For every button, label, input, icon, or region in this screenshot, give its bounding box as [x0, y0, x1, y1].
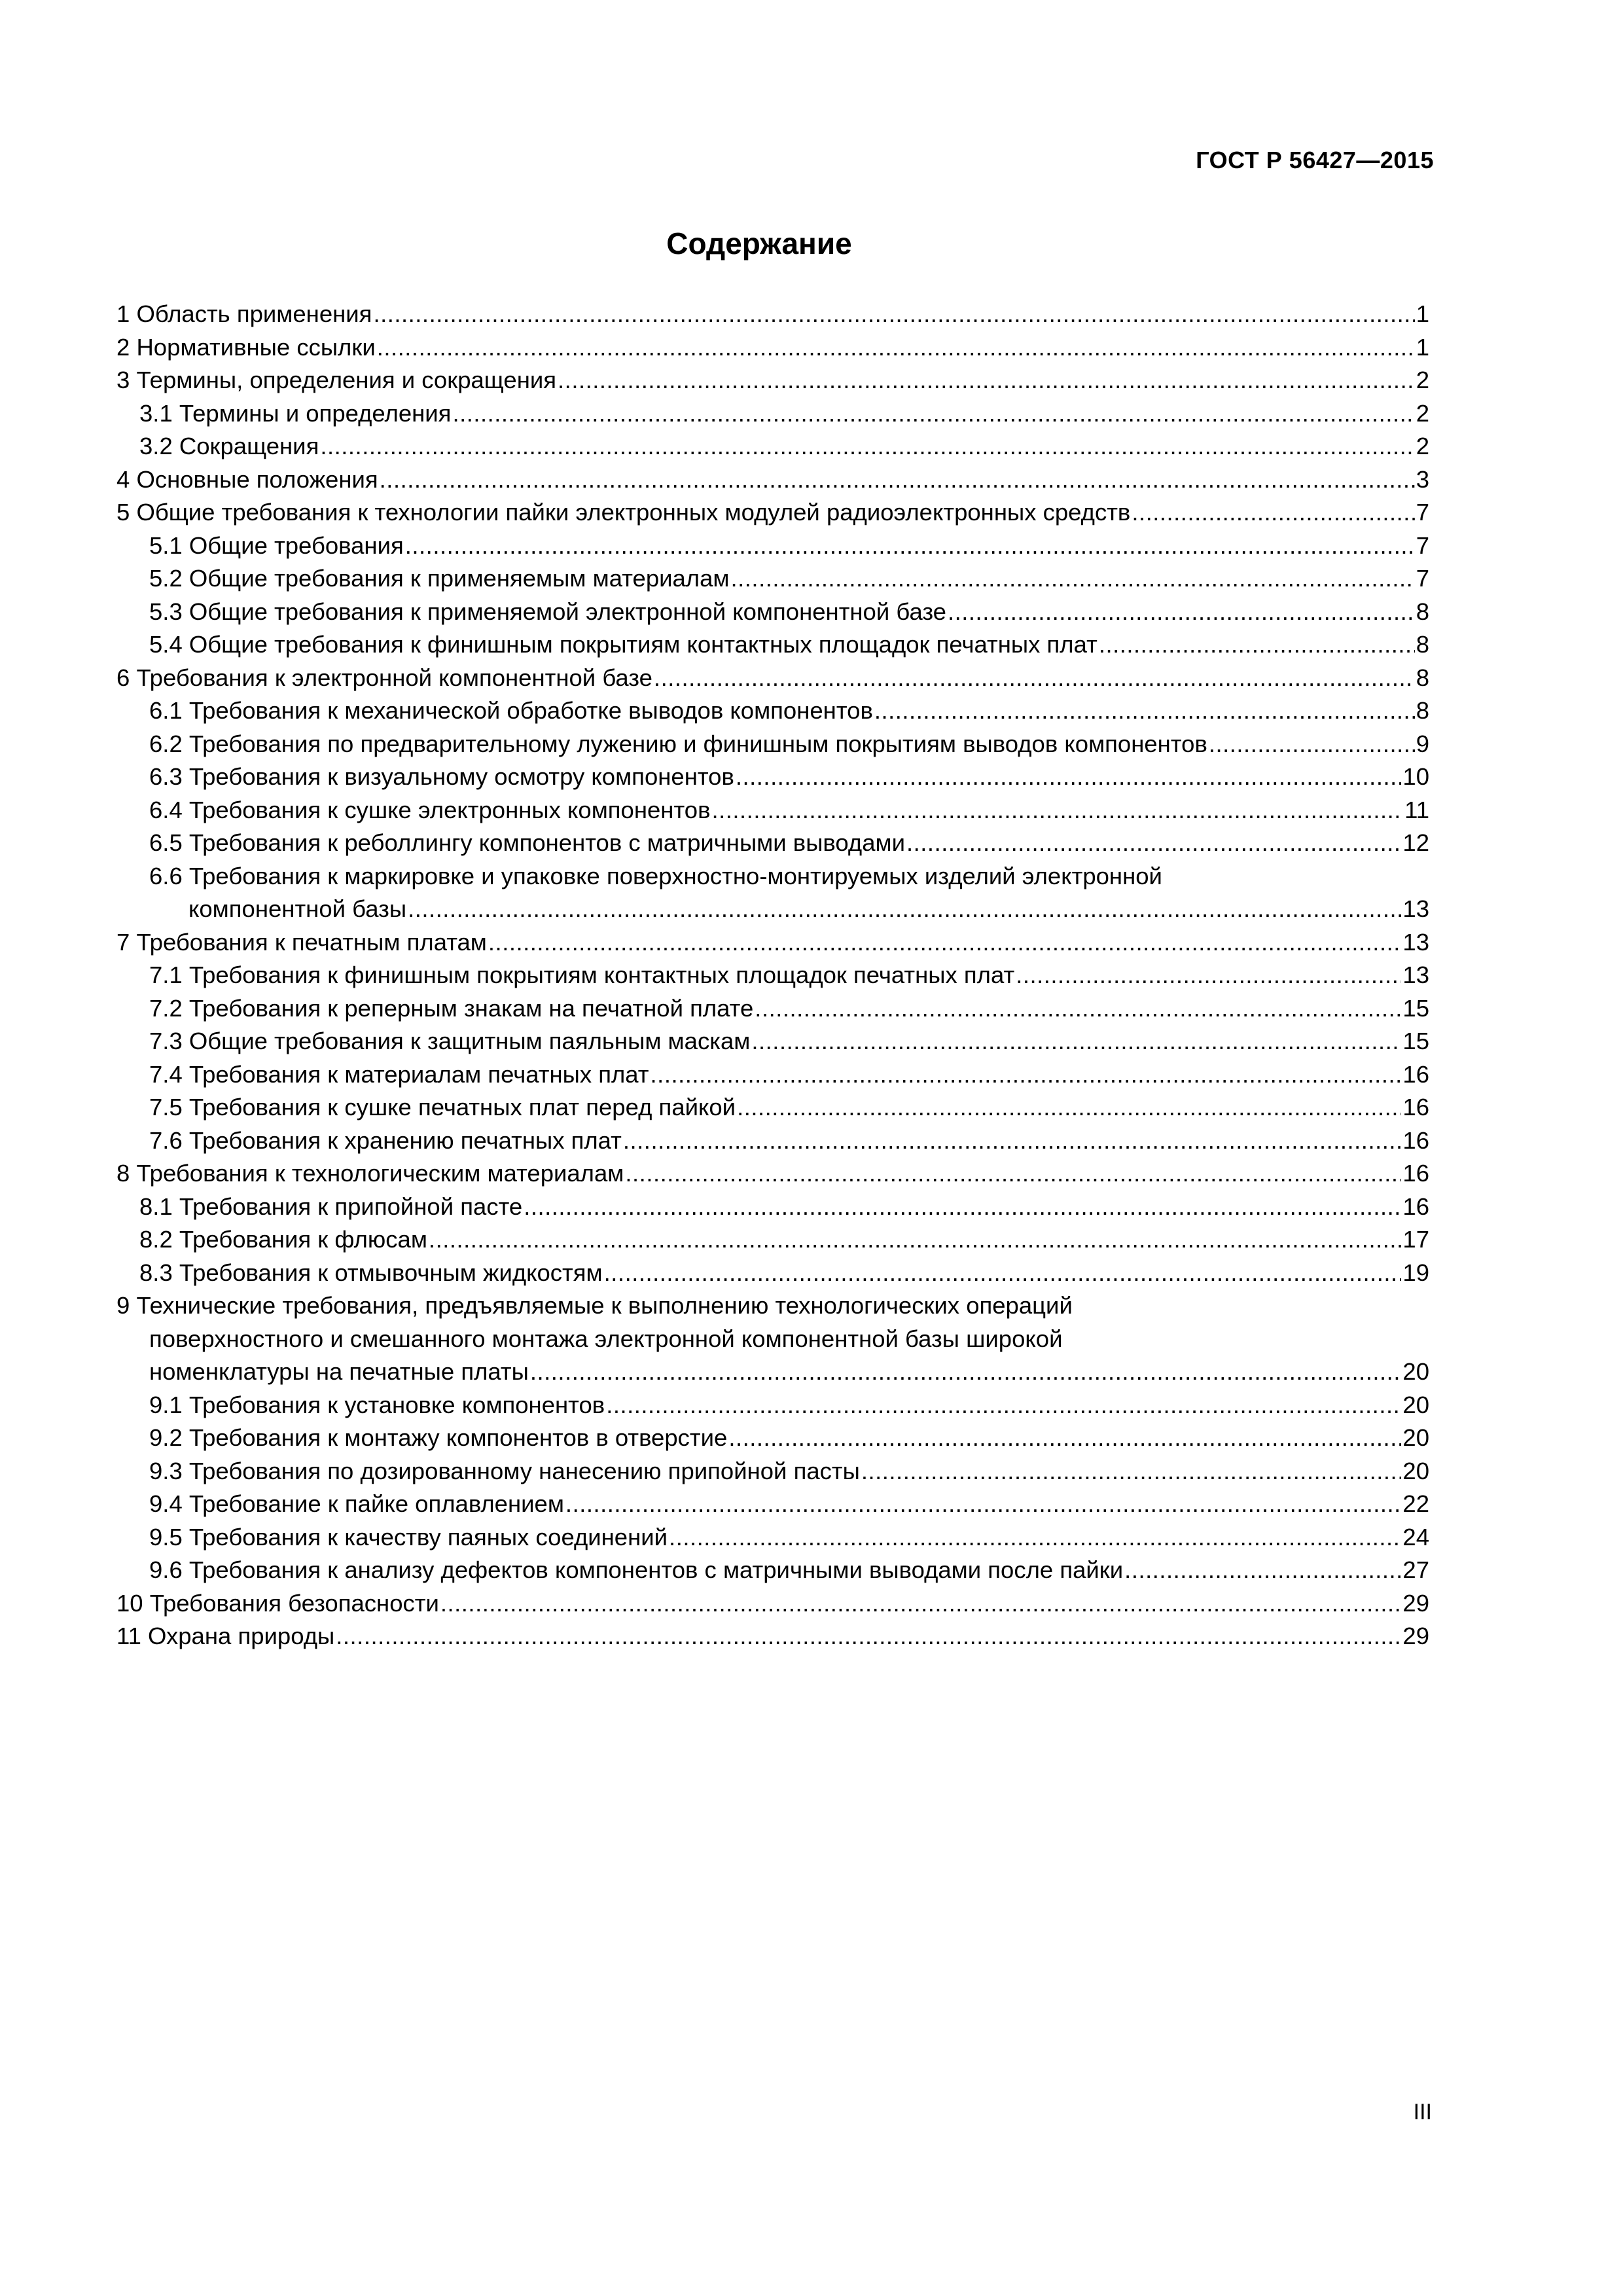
toc-entry-label: 2 Нормативные ссылки: [116, 333, 376, 361]
toc-entry-label: поверхностного и смешанного монтажа электронной компонентной базы широкой: [149, 1325, 1063, 1352]
toc-entry-label: 5.4 Общие требования к финишным покрытиям контактных площадок печатных плат: [149, 631, 1097, 658]
toc-entry[interactable]: [116, 1587, 1429, 1621]
toc-entry-continuation[interactable]: [116, 1323, 1429, 1356]
toc-entry-page: 8: [1416, 598, 1429, 625]
toc-entry[interactable]: [116, 364, 1429, 397]
toc-entry-page: 12: [1402, 829, 1429, 856]
toc-entry[interactable]: [116, 1620, 1429, 1653]
toc-entry-page: 27: [1402, 1556, 1429, 1583]
toc-entry[interactable]: [116, 1521, 1429, 1554]
toc-entry-page: 13: [1402, 895, 1429, 922]
toc-entry[interactable]: [116, 1091, 1429, 1124]
toc-entry[interactable]: [116, 1025, 1429, 1058]
toc-entry[interactable]: [116, 628, 1429, 662]
toc-entry[interactable]: [116, 1289, 1429, 1323]
toc-entry-label: 10 Требования безопасности: [116, 1589, 439, 1617]
toc-entry-page: 19: [1402, 1259, 1429, 1286]
toc-entry-page: 1: [1416, 300, 1429, 327]
toc-entry[interactable]: [116, 1554, 1429, 1587]
toc-entry-label: 8 Требования к технологическим материалам: [116, 1160, 624, 1187]
toc-entry[interactable]: [116, 496, 1429, 529]
toc-entry-page: 2: [1416, 433, 1429, 459]
toc-entry[interactable]: [116, 827, 1429, 860]
toc-entry-page: 7: [1416, 499, 1429, 526]
toc-entry-label: 1 Область применения: [116, 300, 372, 327]
toc-entry-page: 16: [1402, 1193, 1429, 1220]
toc-entry[interactable]: [116, 1157, 1429, 1191]
toc-entry-page: 3: [1416, 465, 1429, 493]
toc-entry-label: 7.1 Требования к финишным покрытиям контактных площадок печатных плат: [149, 961, 1015, 988]
toc-entry[interactable]: [116, 1058, 1429, 1092]
toc-entry[interactable]: [116, 694, 1429, 728]
toc-entry-page: 9: [1416, 730, 1429, 757]
toc-entry-page: 29: [1402, 1623, 1429, 1649]
toc-entry-label: 8.3 Требования к отмывочным жидкостям: [139, 1259, 603, 1286]
toc-entry[interactable]: [116, 662, 1429, 695]
toc-entry[interactable]: [116, 959, 1429, 992]
toc-entry[interactable]: [116, 529, 1429, 563]
toc-entry[interactable]: [116, 1124, 1429, 1158]
toc-entry-label: 6 Требования к электронной компонентной базе: [116, 664, 652, 691]
toc-entry-label: 7.4 Требования к материалам печатных плат: [149, 1060, 649, 1088]
toc-entry-page: 20: [1402, 1424, 1429, 1451]
toc-entry-label: 7.5 Требования к сушке печатных плат перед пайкой: [149, 1094, 736, 1121]
toc-entry-label: 7.2 Требования к реперным знакам на печатной плате: [149, 994, 754, 1022]
toc-entry-page: 2: [1416, 367, 1429, 393]
toc-entry[interactable]: [116, 397, 1429, 431]
document-number: ГОСТ Р 56427—2015: [1196, 147, 1434, 173]
toc-entry-page: 16: [1402, 1160, 1429, 1187]
toc-entry[interactable]: [116, 926, 1429, 960]
toc-entry-page: 8: [1416, 664, 1429, 691]
toc-entry[interactable]: [116, 761, 1429, 794]
toc-entry-label: 6.2 Требования по предварительному лужению и финишным покрытиям выводов компонентов: [149, 730, 1207, 757]
toc-entry[interactable]: [116, 596, 1429, 629]
toc-entry-page: 17: [1402, 1226, 1429, 1253]
toc-entry-label: 9.2 Требования к монтажу компонентов в отверстие: [149, 1424, 728, 1451]
toc-entry-label: 8.2 Требования к флюсам: [139, 1226, 427, 1253]
toc-entry-label: 6.5 Требования к реболлингу компонентов с матричными выводами: [149, 829, 905, 856]
toc-entry-label: 7 Требования к печатным платам: [116, 928, 487, 956]
toc-entry-label: 8.1 Требования к припойной пасте: [139, 1193, 523, 1220]
toc-entry-label: 3.2 Сокращения: [139, 433, 319, 459]
toc-entry-page: 8: [1416, 631, 1429, 658]
toc-entry-label: 6.1 Требования к механической обработке выводов компонентов: [149, 697, 873, 724]
toc-entry-label: 7.6 Требования к хранению печатных плат: [149, 1126, 622, 1154]
toc-entry-label: номенклатуры на печатные платы: [149, 1358, 529, 1385]
toc-entry-label: 9.1 Требования к установке компонентов: [149, 1391, 605, 1418]
toc-entry-label: 9.4 Требование к пайке оплавлением: [149, 1490, 564, 1517]
toc-entry-label: 4 Основные положения: [116, 465, 378, 493]
toc-entry-page: 8: [1416, 697, 1429, 724]
toc-entry[interactable]: [116, 794, 1429, 827]
toc-entry[interactable]: [116, 1422, 1429, 1455]
toc-entry-label: 9 Технические требования, предъявляемые к выполнению технологических операций: [116, 1292, 1073, 1319]
toc-entry-page: 13: [1402, 961, 1429, 988]
toc-entry[interactable]: [116, 1455, 1429, 1488]
toc-entry[interactable]: [116, 562, 1429, 596]
toc-entry-page: 29: [1402, 1589, 1429, 1617]
toc-entry[interactable]: [116, 298, 1429, 331]
toc-entry-page: 20: [1402, 1457, 1429, 1484]
toc-entry-page: 7: [1416, 565, 1429, 592]
toc-entry[interactable]: [116, 1389, 1429, 1422]
toc-entry-label: 7.3 Общие требования к защитным паяльным маскам: [149, 1028, 751, 1054]
toc-entry[interactable]: [116, 1223, 1429, 1257]
toc-entry-page: 20: [1402, 1358, 1429, 1385]
toc-entry-label: 5 Общие требования к технологии пайки электронных модулей радиоэлектронных средств: [116, 499, 1131, 526]
toc-entry-label: 9.3 Требования по дозированному нанесению припойной пасты: [149, 1457, 860, 1484]
toc-entry-page: 16: [1402, 1094, 1429, 1121]
toc-entry[interactable]: [116, 1257, 1429, 1290]
toc-entry[interactable]: [116, 728, 1429, 761]
toc-entry-page: 11: [1404, 796, 1429, 823]
toc-entry[interactable]: [116, 992, 1429, 1026]
toc-entry-page: 24: [1402, 1523, 1429, 1551]
toc-entry-label: 6.3 Требования к визуальному осмотру компонентов: [149, 763, 734, 790]
toc-entry-label: 9.5 Требования к качеству паяных соединений: [149, 1523, 668, 1551]
page-title: Содержание: [666, 226, 852, 260]
toc-entry-label: компонентной базы: [188, 895, 407, 922]
toc-entry[interactable]: [116, 331, 1429, 365]
toc-entry-label: 9.6 Требования к анализу дефектов компонентов с матричными выводами после пайки: [149, 1556, 1124, 1583]
toc-entry[interactable]: [116, 1488, 1429, 1521]
toc-entry-page: 16: [1402, 1060, 1429, 1088]
toc-entry[interactable]: [116, 860, 1429, 893]
toc-entry[interactable]: [116, 430, 1429, 463]
toc-entry-page: 16: [1402, 1126, 1429, 1154]
table-of-contents: [116, 298, 1429, 1653]
toc-entry-page: 10: [1402, 763, 1429, 790]
toc-entry-page: 7: [1416, 531, 1429, 559]
toc-entry-page: 22: [1402, 1490, 1429, 1517]
toc-entry-label: 3 Термины, определения и сокращения: [116, 367, 557, 393]
toc-entry-label: 5.3 Общие требования к применяемой электронной компонентной базе: [149, 598, 946, 625]
toc-entry-label: 5.1 Общие требования: [149, 531, 404, 559]
toc-entry[interactable]: [116, 463, 1429, 497]
page-number: III: [1413, 2100, 1432, 2125]
toc-entry-continuation[interactable]: [116, 1355, 1429, 1389]
toc-entry-page: 2: [1416, 399, 1429, 427]
toc-entry-page: 15: [1402, 994, 1429, 1022]
toc-entry-page: 1: [1416, 333, 1429, 361]
toc-entry-label: 6.6 Требования к маркировке и упаковке поверхностно-монтируемых изделий электронной: [149, 862, 1162, 889]
toc-entry-page: 13: [1402, 928, 1429, 956]
toc-entry-continuation[interactable]: [116, 893, 1429, 926]
toc-entry-label: 5.2 Общие требования к применяемым материалам: [149, 565, 730, 592]
toc-entry-label: 6.4 Требования к сушке электронных компонентов: [149, 796, 711, 823]
toc-entry-label: 11 Охрана природы: [116, 1623, 335, 1649]
toc-entry-page: 15: [1402, 1028, 1429, 1054]
toc-entry-page: 20: [1402, 1391, 1429, 1418]
toc-entry[interactable]: [116, 1191, 1429, 1224]
toc-entry-label: 3.1 Термины и определения: [139, 399, 452, 427]
